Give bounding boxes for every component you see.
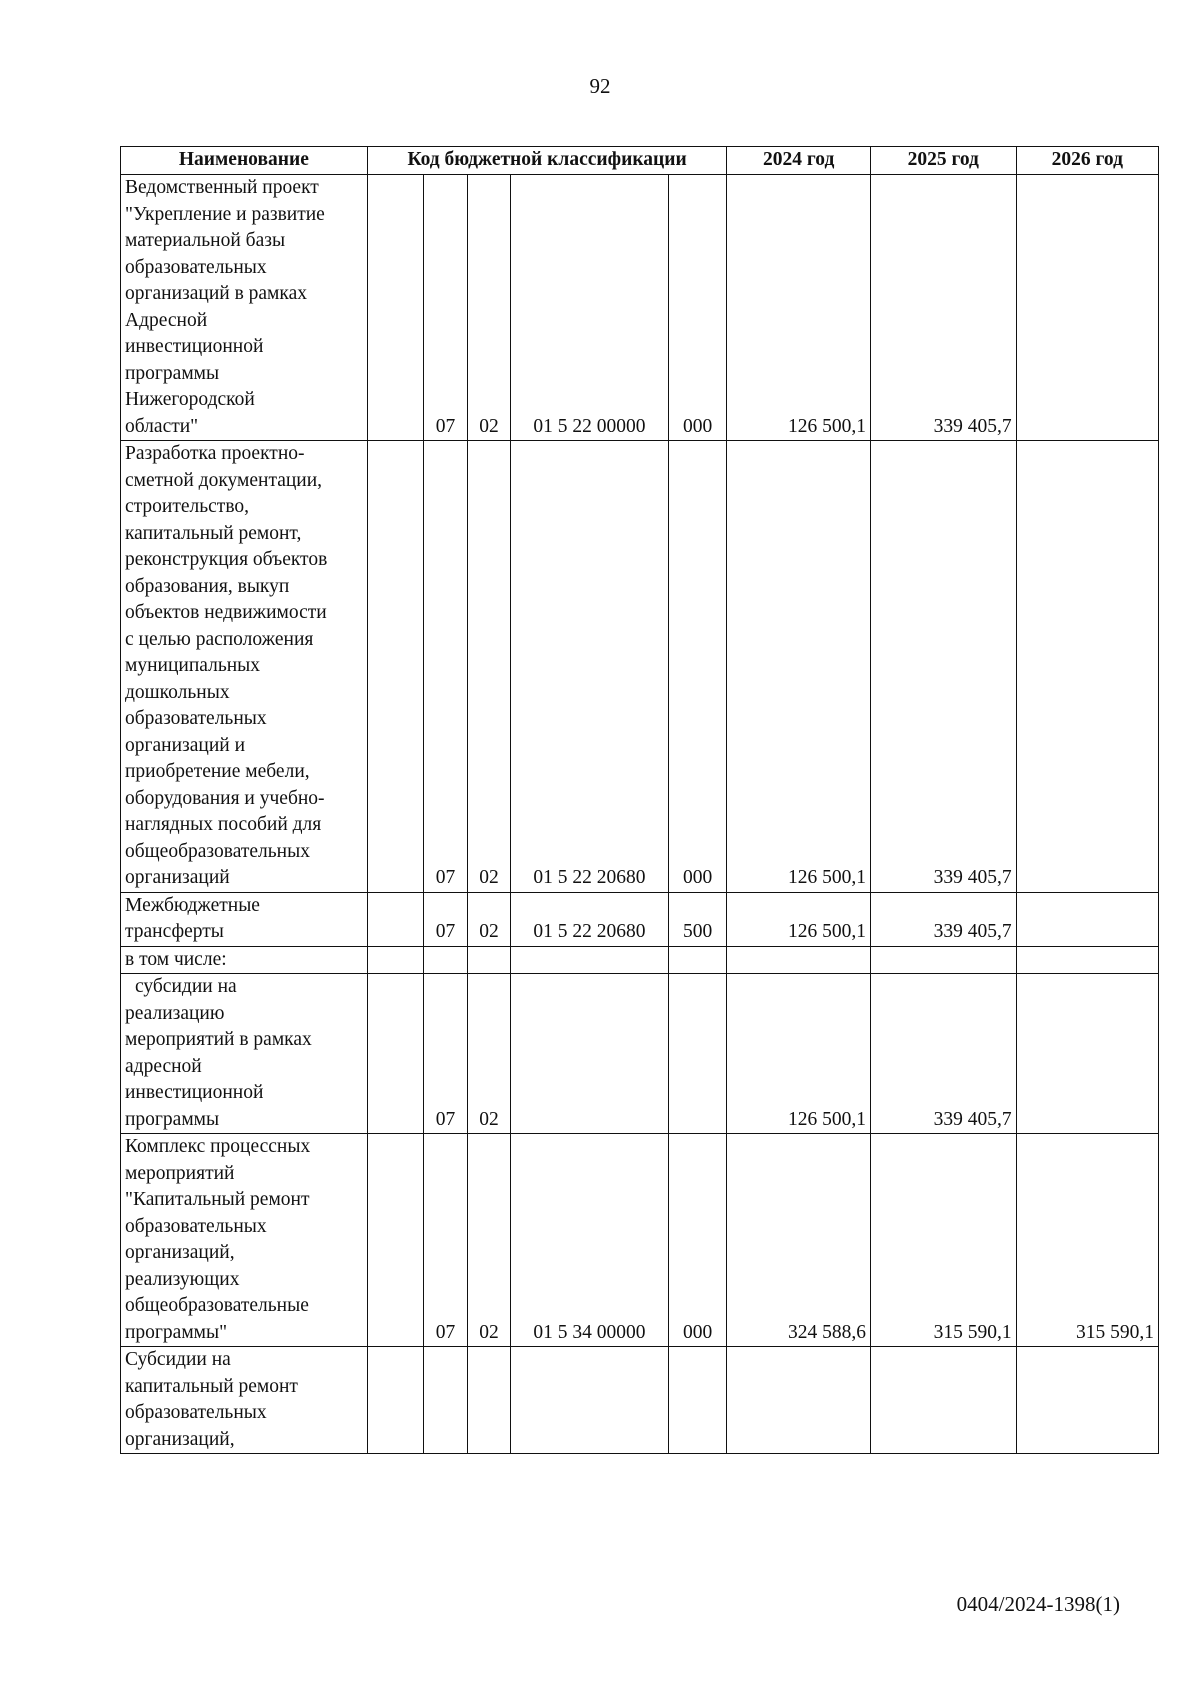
header-name: Наименование xyxy=(121,147,368,175)
row-code-1 xyxy=(367,974,424,1134)
row-code-target: 01 5 22 00000 xyxy=(511,175,669,441)
table-row xyxy=(121,892,1159,946)
row-code-type: 000 xyxy=(668,175,727,441)
page-number: 92 xyxy=(589,74,611,98)
row-code-1 xyxy=(367,1347,424,1454)
row-code-section: 07 xyxy=(424,892,467,946)
row-2024: 324 588,6 xyxy=(727,1134,870,1347)
row-code-type xyxy=(668,974,727,1134)
row-code-section: 07 xyxy=(424,1134,467,1347)
row-code-section: 07 xyxy=(424,175,467,441)
row-name: Межбюджетные трансферты xyxy=(121,892,368,946)
row-2024: 126 500,1 xyxy=(727,175,870,441)
row-2026 xyxy=(1016,892,1158,946)
row-2026 xyxy=(1016,175,1158,441)
row-code-section: 07 xyxy=(424,441,467,893)
budget-table xyxy=(120,146,1159,1454)
row-2024 xyxy=(727,946,870,974)
row-code-1 xyxy=(367,946,424,974)
table-row xyxy=(121,175,1159,441)
header-code: Код бюджетной классификации xyxy=(367,147,727,175)
row-2025 xyxy=(870,946,1016,974)
document-code: 0404/2024-1398(1) xyxy=(956,1592,1120,1616)
row-2026: 315 590,1 xyxy=(1016,1134,1158,1347)
row-code-section xyxy=(424,1347,467,1454)
row-code-type: 000 xyxy=(668,441,727,893)
row-code-1 xyxy=(367,892,424,946)
table-row xyxy=(121,946,1159,974)
row-code-type: 000 xyxy=(668,1134,727,1347)
row-2025: 339 405,7 xyxy=(870,441,1016,893)
row-2026 xyxy=(1016,1347,1158,1454)
row-code-target: 01 5 34 00000 xyxy=(511,1134,669,1347)
row-code-type: 500 xyxy=(668,892,727,946)
row-2026 xyxy=(1016,974,1158,1134)
row-2025: 315 590,1 xyxy=(870,1134,1016,1347)
row-2024 xyxy=(727,1347,870,1454)
row-code-target xyxy=(511,1347,669,1454)
row-code-subsection: 02 xyxy=(467,175,510,441)
row-2024: 126 500,1 xyxy=(727,974,870,1134)
row-code-subsection: 02 xyxy=(467,1134,510,1347)
table-row xyxy=(121,1347,1159,1454)
row-2025: 339 405,7 xyxy=(870,974,1016,1134)
row-name: Комплекс процессных мероприятий "Капитальный ремонт образовательных организаций, реализующих общеобразовательные программы" xyxy=(121,1134,368,1347)
row-2024: 126 500,1 xyxy=(727,892,870,946)
table-row xyxy=(121,974,1159,1134)
row-code-target: 01 5 22 20680 xyxy=(511,441,669,893)
row-code-1 xyxy=(367,441,424,893)
row-2025: 339 405,7 xyxy=(870,175,1016,441)
row-name: Разработка проектно-сметной документации, строительство, капитальный ремонт, реконструкция объектов образования, выкуп объектов недвижимости с целью расположения муниципальных дошкольных образовательных организаций и приобретение мебели, оборудования и учебно-наглядных пособий для общеобразовательных организаций xyxy=(121,441,368,893)
row-name: субсидии на реализацию мероприятий в рамках адресной инвестиционной программы xyxy=(121,974,368,1134)
row-code-target: 01 5 22 20680 xyxy=(511,892,669,946)
row-code-subsection: 02 xyxy=(467,892,510,946)
row-code-subsection xyxy=(467,946,510,974)
row-code-1 xyxy=(367,1134,424,1347)
row-code-section xyxy=(424,946,467,974)
row-name: Ведомственный проект "Укрепление и развитие материальной базы образовательных организаций в рамках Адресной инвестиционной программы Нижегородской области" xyxy=(121,175,368,441)
row-name: в том числе: xyxy=(121,946,368,974)
row-code-1 xyxy=(367,175,424,441)
row-code-type xyxy=(668,1347,727,1454)
row-name: Субсидии на капитальный ремонт образовательных организаций, xyxy=(121,1347,368,1454)
row-2026 xyxy=(1016,441,1158,893)
row-code-section: 07 xyxy=(424,974,467,1134)
table-header-row xyxy=(121,147,1159,175)
table-row xyxy=(121,441,1159,893)
row-code-target xyxy=(511,974,669,1134)
row-2025: 339 405,7 xyxy=(870,892,1016,946)
row-code-subsection: 02 xyxy=(467,974,510,1134)
row-2025 xyxy=(870,1347,1016,1454)
row-code-subsection xyxy=(467,1347,510,1454)
table-row xyxy=(121,1134,1159,1347)
row-code-subsection: 02 xyxy=(467,441,510,893)
header-2026: 2026 год xyxy=(1016,147,1158,175)
row-2026 xyxy=(1016,946,1158,974)
row-code-type xyxy=(668,946,727,974)
header-2025: 2025 год xyxy=(870,147,1016,175)
row-code-target xyxy=(511,946,669,974)
row-2024: 126 500,1 xyxy=(727,441,870,893)
header-2024: 2024 год xyxy=(727,147,870,175)
